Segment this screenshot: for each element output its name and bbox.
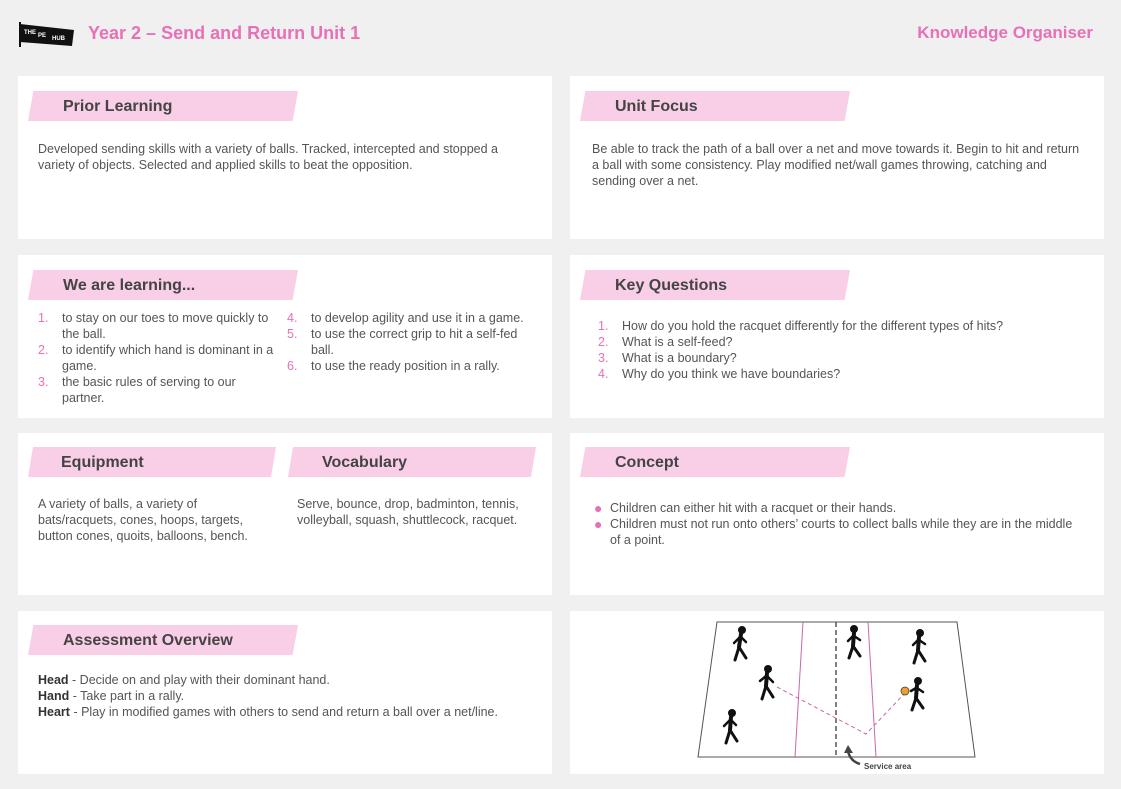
- player-icon: [734, 627, 746, 661]
- list-item: ● Children must not run onto others’ courts to collect balls while they are in the middle of a point.: [594, 516, 1073, 547]
- list-item: 3. What is a boundary?: [598, 351, 737, 365]
- logo-text-the: THE: [24, 30, 36, 36]
- list-item: 4. to develop agility and use it in a game.: [287, 311, 524, 325]
- key-questions-card: [570, 255, 1104, 418]
- head-text: - Decide on and play with their dominant hand.: [68, 673, 330, 687]
- list-item: 3. the basic rules of serving to our partner.: [38, 375, 236, 405]
- list-item: 1. How do you hold the racquet differently for the different types of hits?: [598, 319, 1004, 333]
- unit-focus-card: [570, 76, 1104, 239]
- assessment-text: [38, 672, 543, 720]
- player-icon: [913, 630, 925, 664]
- heart-text: - Play in modified games with others to send and return a ball over a net/line.: [69, 705, 498, 719]
- heart-label: Heart: [38, 705, 70, 719]
- list-item: ● Children can either hit with a racquet or their hands.: [594, 500, 897, 516]
- concept-list: [592, 500, 1082, 548]
- list-item: 1. to stay on our toes to move quickly to the ball.: [38, 311, 269, 341]
- list-item: 2. to identify which hand is dominant in a game.: [38, 343, 274, 373]
- prior-learning-heading: Prior Learning: [63, 98, 173, 115]
- list-item: 2. What is a self-feed?: [598, 335, 733, 349]
- concept-heading: Concept: [615, 454, 679, 471]
- logo-text-hub: HUB: [52, 36, 65, 42]
- pe-hub-logo: [18, 20, 76, 48]
- player-icon: [760, 666, 773, 700]
- key-questions-heading: Key Questions: [615, 277, 728, 294]
- service-line-left: [795, 622, 803, 757]
- court-diagram-card: [570, 611, 1104, 774]
- ball-icon: [901, 687, 909, 695]
- list-item: 4. Why do you think we have boundaries?: [598, 367, 841, 381]
- learning-list-left: [38, 310, 278, 406]
- bullet-icon: ●: [594, 500, 603, 516]
- court-diagram: [570, 611, 1104, 774]
- unit-focus-text: Be able to track the path of a ball over a net and move towards it. Begin to hit and return a ball with some consistency. Play modified net/wall games throwing, catching and sending over a net.: [592, 142, 1080, 188]
- player-icon: [848, 626, 860, 659]
- list-item: 6. to use the ready position in a rally.: [287, 359, 500, 373]
- prior-learning-card: [18, 76, 552, 239]
- service-area-label: Service area: [864, 762, 912, 771]
- concept-card: [570, 433, 1104, 595]
- service-line-right: [868, 622, 876, 757]
- bullet-icon: ●: [594, 516, 603, 532]
- list-item: 5. to use the correct grip to hit a self-fed ball.: [287, 327, 518, 357]
- logo-text-pe: PE: [38, 33, 47, 39]
- page-title: Year 2 – Send and Return Unit 1: [88, 23, 361, 43]
- page-subtitle: Knowledge Organiser: [917, 23, 1093, 42]
- hand-label: Hand: [38, 689, 70, 703]
- learning-heading: We are learning...: [63, 277, 196, 294]
- equipment-text: A variety of balls, a variety of bats/racquets, cones, hoops, targets, button cones, quoits, balloons, bench.: [38, 497, 248, 543]
- key-questions-list: [598, 318, 1088, 382]
- learning-list-right: [287, 310, 537, 374]
- unit-focus-heading: Unit Focus: [615, 98, 698, 115]
- vocabulary-text: Serve, bounce, drop, badminton, tennis, volleyball, squash, shuttlecock, racquet.: [297, 497, 519, 527]
- learning-card: [18, 255, 552, 418]
- assessment-card: [18, 611, 552, 774]
- arrow-head-icon: [844, 745, 853, 753]
- head-label: Head: [38, 673, 69, 687]
- page-header: [0, 0, 1121, 70]
- assessment-heading: Assessment Overview: [63, 632, 233, 649]
- equipment-vocabulary-card: [18, 433, 552, 595]
- vocabulary-heading: Vocabulary: [322, 454, 408, 471]
- equipment-heading: Equipment: [61, 454, 144, 471]
- player-icon: [911, 678, 923, 711]
- player-icon: [724, 710, 737, 744]
- prior-learning-text: Developed sending skills with a variety of balls. Tracked, intercepted and stopped a variety of objects. Selected and applied skills to beat the opposition.: [38, 142, 498, 172]
- hand-text: - Take part in a rally.: [69, 689, 185, 703]
